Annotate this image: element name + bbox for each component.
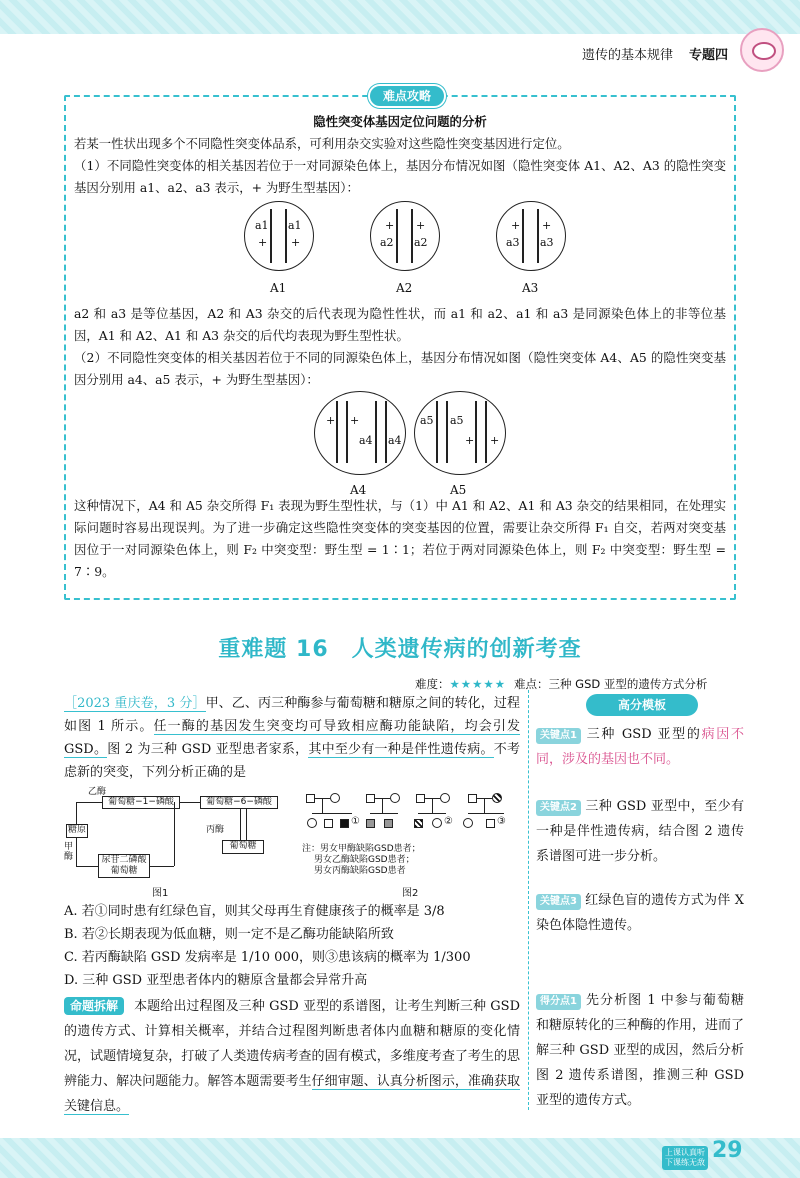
pedigree-line [468,813,504,814]
mascot-icon [740,28,784,72]
box-title: 隐性突变体基因定位问题的分析 [313,114,487,129]
cell-circle-a5 [414,391,506,475]
section-title: 重难题 16 人类遗传病的创新考查 [218,637,582,662]
sidebar-heading: 高分模板 [586,694,698,716]
label-yi-enzyme: 乙酶 [88,787,107,797]
chromosome [375,401,377,463]
gene-label: + [291,236,301,249]
pedigree-male [366,794,375,803]
answer-options [64,900,520,992]
gene-label: + [490,434,500,447]
arrow-line [174,802,175,866]
gene-label: a1 [288,219,302,232]
key-point-1-text: 三种 GSD 亚型的 [584,727,702,742]
cell-circle-a1 [244,201,314,271]
chromosome [475,401,477,463]
pedigree-male-affected-yi [384,819,393,828]
stem-sentence-5: 不考虑新的突变，下列分析正确的是 [64,742,520,780]
analysis-key-text: 仔细审题、认真分析图示，准确获取关键信息。 [64,1074,520,1114]
option-d[interactable]: D. 三种 GSD 亚型患者体内的糖原含量都会异常升高 [64,973,368,988]
pedigree-female [440,793,450,803]
gene-label: + [350,414,360,427]
key-point-3-text: 红绿色盲的遗传方式为伴 X 染色体隐性遗传。 [536,893,744,933]
key-point-1-tag: 关键点1 [536,728,581,744]
pedigree-male [324,819,333,828]
box-paragraph-5: 这种情况下，A4 和 A5 杂交所得 F₁ 表现为野生型性状，与（1）中 A1 和 A2、A1 和 A3 杂交的结果相同，在处理实际问题时容易出现误判。为了进一步确定这些隐性突变体的突变基因的位置，需要让杂交所得 F₁ 自交，若两对突变基因位于一对同源染色体上，则 F₂ 中突变型：野生型 = 1∶1；若位于两对同源染色体上，则 F₂ 中突变型：野生型 = 7∶9。 [74,498,726,579]
option-a[interactable]: A. 若①同时患有红绿色盲，则其父母再生育健康孩子的概率是 3/8 [64,904,445,919]
chromosome [436,401,438,463]
pedigree-legend [302,844,421,877]
pedigree-mark-2: ② [444,816,453,827]
gene-label: a5 [420,414,434,427]
gene-label: + [258,236,268,249]
arrow-line [76,838,77,866]
score-point-1 [536,988,744,1113]
label-jia-enzyme: 甲酶 [64,842,74,862]
gene-label: + [326,414,336,427]
key-point-1-highlight: 病因不同，涉及的基因也不同。 [536,727,744,767]
pedigree-female [463,818,473,828]
box-tag: 难点攻略 [368,84,446,108]
pedigree-female [432,818,442,828]
gene-label: a2 [414,236,428,249]
key-point-3-tag: 关键点3 [536,894,581,910]
chromosome [346,401,348,463]
key-point-1 [536,722,744,772]
pedigree-line [382,799,383,813]
chromosome [385,401,387,463]
gene-label: a4 [359,434,373,447]
analysis-tag: 命题拆解 [64,997,124,1015]
figure-2-caption: 图2 [402,888,419,899]
node-glucose: 葡萄糖 [222,840,264,854]
key-point-3 [536,888,744,938]
top-decor-band [0,0,800,34]
pedigree-male [486,819,495,828]
pedigree-line [312,813,352,814]
pedigree-male-affected-yi [366,819,375,828]
pedigree-female [307,818,317,828]
box-paragraph-4: （2）不同隐性突变体的相关基因若位于不同的同源染色体上，基因分布情况如图（隐性突变体 A4、A5 的隐性突变基因分别用 a4、a5 表示，+ 为野生型基因）： [74,350,726,387]
chromosome [485,401,487,463]
stem-sentence-3: 图 2 为三种 GSD 亚型患者家系， [107,742,309,757]
box-paragraph-2: （1）不同隐性突变体的相关基因若位于一对同源染色体上，基因分布情况如图（隐性突变体 A1、A2、A3 的隐性突变基因分别用 a1、a2、a3 表示，+ 为野生型基因）： [74,158,726,195]
figure-label-a3: A3 [522,281,539,295]
question-source: ［2023 重庆卷，3 分］ [64,696,206,711]
box-paragraph-1: 若某一性状出现多个不同隐性突变体品系，可利用杂交实验对这些隐性突变基因进行定位。 [74,136,570,151]
pedigree-line [418,813,446,814]
chromosome [270,209,272,263]
gene-label: + [542,219,552,232]
pedigree-female [330,793,340,803]
stem-sentence-1: 甲、乙、丙三种酶参与葡萄糖和糖原之间的转化，过程如图 1 所示。 [64,696,520,734]
question-figures [64,788,520,898]
footer-motto: 上课认真听 下课练无敌 [662,1146,708,1170]
stem-sentence-4: 其中至少有一种是伴性遗传病。 [308,742,494,757]
pedigree-line [484,799,485,813]
chromosome-figure-2 [74,391,726,495]
topic-label: 专题四 [688,47,728,63]
arrow-line [76,802,77,824]
score-point-1-tag: 得分点1 [536,994,581,1010]
sidebar-divider [528,690,529,1110]
pedigree-female-affected-bing [492,793,502,803]
pedigree-mark-1: ① [351,816,360,827]
pedigree-male [416,794,425,803]
chromosome [446,401,448,463]
pedigree-male-affected-jia [340,819,349,828]
page-number: 29 [712,1138,743,1163]
gene-label: a2 [380,236,394,249]
legend-item-yi: 男女乙酶缺陷GSD患者； [314,855,415,865]
chromosome-figure-1 [74,199,726,303]
legend-item-bing: 男女丙酶缺陷GSD患者 [314,866,406,876]
analysis-text: 本题给出过程图及三种 GSD 亚型的系谱图，让考生判断三种 GSD 的遗传方式、计算相关概率，并结合过程图判断患者体内血糖和糖原的变化情况，试题情境复杂，打破了人类遗传病考查的固有模式，多维度考查了考生的思辨能力、解决问题能力。解答本题需要考生 [64,999,520,1089]
pedigree-female [390,793,400,803]
option-b[interactable]: B. 若②长期表现为低血糖，则一定不是乙酶功能缺陷所致 [64,927,394,942]
chromosome [537,209,539,263]
chromosome [396,209,398,263]
figure-label-a1: A1 [270,281,287,295]
node-g1p: 葡萄糖−1−磷酸 [102,796,180,809]
score-point-1-text: 先分析图 1 中参与葡萄糖和糖原转化的三种酶的作用，进而了解三种 GSD 亚型的成因，然后分析图 2 遗传系谱图，推测三种 GSD 亚型的遗传方式。 [536,993,745,1108]
question-stem [64,692,520,784]
arrow-line [240,809,241,840]
cell-circle-a4 [314,391,406,475]
chromosome [411,209,413,263]
gene-label: + [465,434,475,447]
arrow-line [180,802,200,803]
gene-label: a4 [388,434,402,447]
analysis-block [64,994,520,1119]
option-c[interactable]: C. 若丙酶缺陷 GSD 发病率是 1/10 000，则③患该病的概率为 1/300 [64,950,471,965]
arrow-line [76,802,102,803]
difficulty-strategy-box [64,89,736,600]
difficulty-label [415,676,506,692]
key-point-2 [536,794,744,869]
figure-label-a4: A4 [350,483,367,497]
pedigree-line [432,799,433,813]
key-point-2-text: 三种 GSD 亚型中，至少有一种是伴性遗传病，结合图 2 遗传系谱图可进一步分析。 [536,799,744,864]
chromosome [522,209,524,263]
stem-sentence-2: 任一酶的基因发生突变均可导致相应酶功能缺陷，均会引发 GSD。 [64,719,520,757]
key-point-2-tag: 关键点2 [536,800,581,816]
gene-label: + [511,219,521,232]
node-glycogen: 糖原 [66,824,88,838]
node-udpg: 尿苷二磷酸葡萄糖 [98,854,150,878]
gene-label: a1 [255,219,269,232]
node-g6p: 葡萄糖−6−磷酸 [200,796,278,809]
box-paragraph-3: a2 和 a3 是等位基因，A2 和 A3 杂交的后代表现为隐性性状，而 a1 和 a2、a1 和 a3 是同源染色体上的非等位基因，A1 和 A2、A1 和 A3 杂交的后代均表现为野生型性状。 [74,306,726,343]
gene-label: a3 [540,236,554,249]
chromosome [336,401,338,463]
label-bing-enzyme: 丙酶 [206,825,225,835]
gene-label: + [416,219,426,232]
pedigree-male [468,794,477,803]
pedigree-mark-3: ③ [497,816,506,827]
figure-label-a2: A2 [396,281,413,295]
difficulty-stars: ★★★★★ [449,677,507,691]
pedigree-male-affected-bing [414,819,423,828]
pedigree-line [370,813,398,814]
chromosome [285,209,287,263]
figure-label-a5: A5 [450,483,467,497]
legend-item-jia: 男女甲酶缺陷GSD患者； [320,844,421,854]
page-header [0,34,800,72]
figure-1-caption: 图1 [152,888,169,899]
gene-label: + [385,219,395,232]
chapter-title: 遗传的基本规律 [581,47,673,63]
gene-label: a5 [450,414,464,427]
arrow-line [246,809,247,840]
arrow-line [150,866,174,867]
pedigree-male [306,794,315,803]
arrow-line [76,866,98,867]
gene-label: a3 [506,236,520,249]
legend-prefix: 注： [302,844,321,854]
focus-label: 难点：三种 GSD 亚型的遗传方式分析 [514,677,708,691]
pedigree-line [322,799,323,813]
difficulty-text: 难度： [415,677,450,691]
